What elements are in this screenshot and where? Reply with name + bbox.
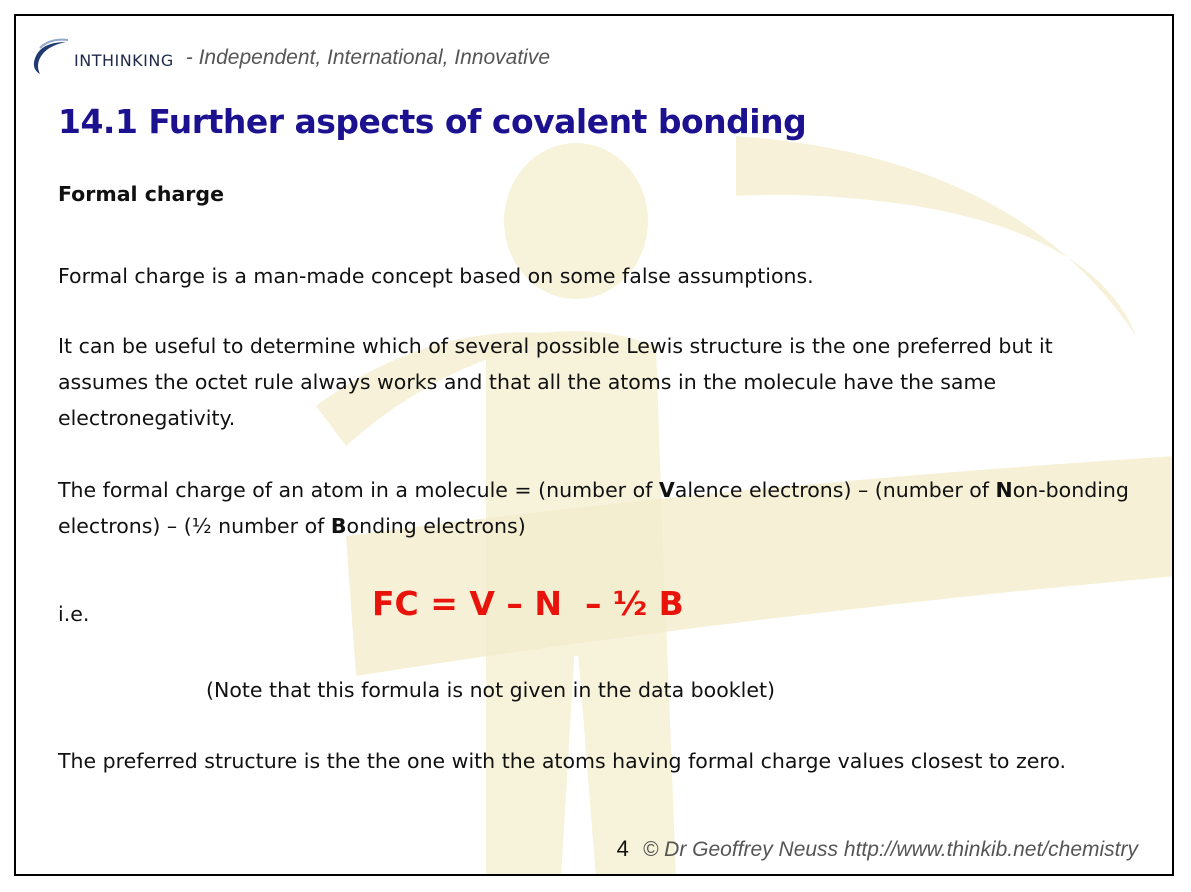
header-tagline: - Independent, International, Innovative [185,46,551,69]
paragraph-usefulness: It can be useful to determine which of several possible Lewis structure is the one preferred but it assumes the octet rule always works and that all the atoms in the molecule have the same electronegativity. [58,334,1053,430]
p3-part1: The formal charge of an atom in a molecule = (number of [58,478,659,502]
page-number: 4 [616,836,629,861]
header [30,34,550,78]
formula-note: (Note that this formula is not given in the data booklet) [206,678,775,702]
section-subheading: Formal charge [58,182,224,206]
paragraph-preferred-structure: The preferred structure is the the one with the atoms having formal charge values closest to zero. [58,749,1067,773]
inthinking-logo [30,36,174,76]
paragraph-definition: Formal charge is a man-made concept based on some false assumptions. [58,264,814,288]
copyright-text: © Dr Geoffrey Neuss http://www.thinkib.net/chemistry [642,838,1138,861]
formula-fc: FC = V – N – ½ B [372,584,684,623]
ie-label: i.e. [58,602,90,626]
slide-title: 14.1 Further aspects of covalent bonding [58,102,807,141]
footer [617,836,1138,862]
logo-swoosh-icon [30,36,70,76]
paragraph-formal-charge-formula-explanation [58,472,1148,544]
slide [14,14,1174,876]
p3-part4: onding electrons) [346,514,526,538]
p3-valence-letter: V [658,478,675,502]
logo-text: INTHINKING [74,51,174,70]
p3-part3: on-bonding electrons) – (½ number of [58,478,1129,538]
p3-part2: alence electrons) – (number of [674,478,996,502]
p3-bonding-letter: B [330,514,347,538]
p3-nonbonding-letter: N [995,478,1013,502]
